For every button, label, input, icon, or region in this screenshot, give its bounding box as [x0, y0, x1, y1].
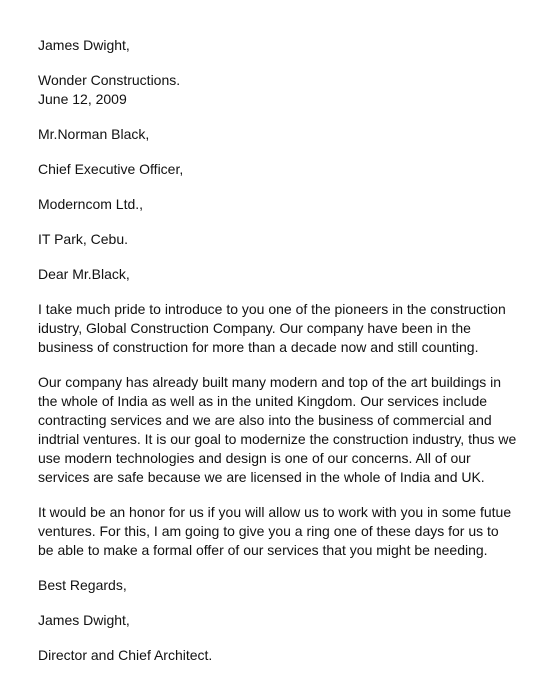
paragraph-line: It would be an honor for us if you will allow us to work with you in some futue — [38, 504, 512, 520]
paragraph-line: services are safe because we are licensed in the whole of India and UK. — [38, 469, 485, 485]
paragraph-line: ventures. For this, I am going to give you a ring one of these days for us to — [38, 523, 499, 539]
paragraph-line: Our company has already built many modern and top of the art buildings in — [38, 374, 502, 390]
closing: Best Regards, — [38, 577, 127, 593]
letter-body — [38, 36, 518, 665]
body-paragraph-2 — [38, 373, 518, 487]
paragraph-line: use modern technologies and design is one of our concerns. All of our — [38, 450, 471, 466]
body-paragraph-3 — [38, 503, 518, 560]
signature-name: James Dwight, — [38, 612, 130, 628]
recipient-name: Mr.Norman Black, — [38, 126, 150, 142]
paragraph-line: be able to make a formal offer of our services that you might be needing. — [38, 542, 488, 558]
letter-date: June 12, 2009 — [38, 91, 127, 107]
recipient-title: Chief Executive Officer, — [38, 161, 184, 177]
recipient-company: Moderncom Ltd., — [38, 196, 144, 212]
paragraph-line: the whole of India as well as in the united Kingdom. Our services include — [38, 393, 488, 409]
paragraph-line: idustry, Global Construction Company. Our company have been in the — [38, 320, 471, 336]
paragraph-line: contracting services and we are also into the business of commercial and — [38, 412, 492, 428]
paragraph-line: indtrial ventures. It is our goal to modernize the construction industry, thus we — [38, 431, 517, 447]
paragraph-line: business of construction for more than a decade now and still counting. — [38, 339, 479, 355]
paragraph-line: I take much pride to introduce to you one of the pioneers in the construction — [38, 301, 506, 317]
sender-name: James Dwight, — [38, 37, 130, 53]
body-paragraph-1 — [38, 300, 518, 357]
recipient-address: IT Park, Cebu. — [38, 231, 129, 247]
signature-title: Director and Chief Architect. — [38, 647, 213, 663]
salutation: Dear Mr.Black, — [38, 266, 130, 282]
sender-company: Wonder Constructions. — [38, 72, 181, 88]
